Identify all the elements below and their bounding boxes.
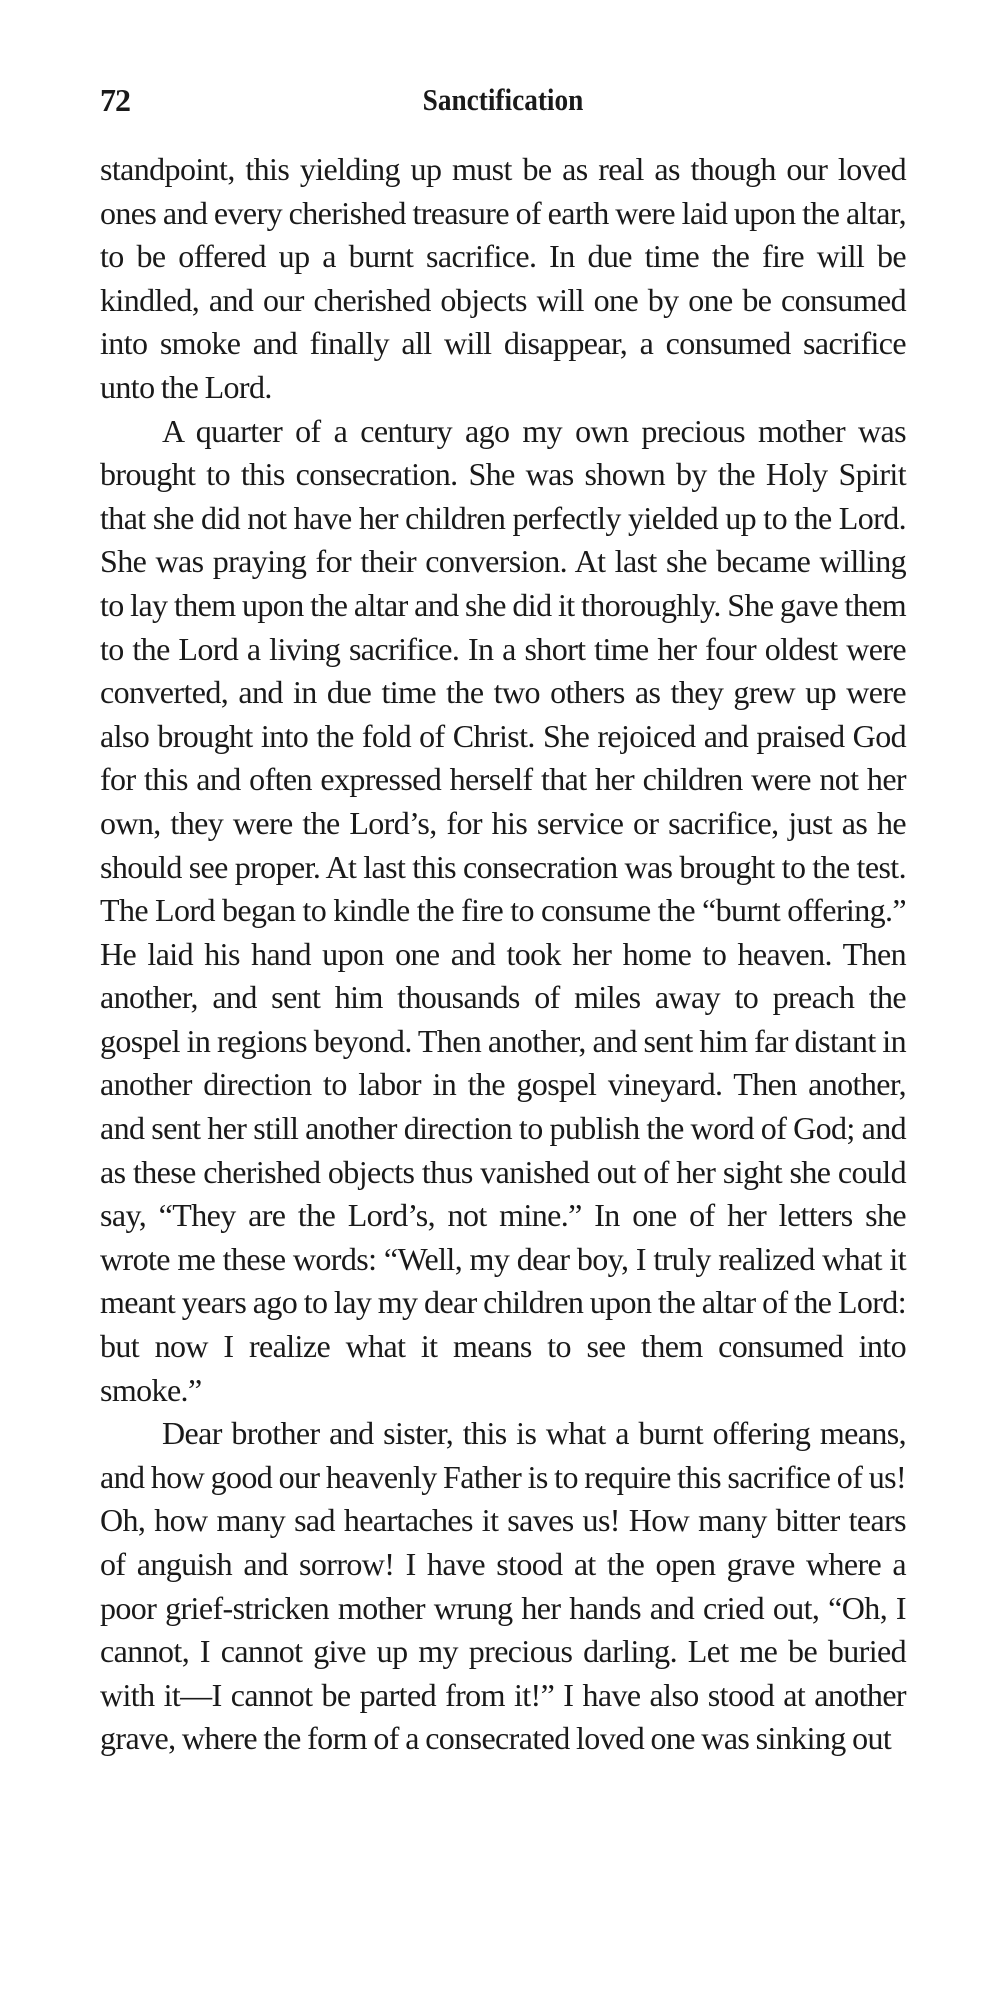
running-title: Sanctification	[422, 82, 584, 117]
running-head	[100, 78, 906, 122]
paragraph-continued: standpoint, this yielding up must be as real as though our loved ones and every cherished treasure of earth were laid upon the altar, to be offered up a burnt sacrifice. In due time the fire will be kindled, and our cherished objects will one by one be consumed into smoke and finally all will disappear, a consumed sacrifice unto the Lord.	[100, 151, 906, 405]
body-text	[100, 148, 906, 1761]
page-number: 72	[100, 82, 130, 118]
paragraph-burnt-offering: Dear brother and sister, this is what a burnt offering means, and how good our heavenly Father is to require this sacrifice of us! Oh, how many sad heartaches it saves us! How many bitter tears of anguish and sorrow! I have stood at the open grave where a poor grief-stricken mother wrung her hands and cried out, “Oh, I cannot, I cannot give up my precious darling. Let me be buried with it—I cannot be parted from it!” I have also stood at another grave, where the form of a consecrated loved one was sinking out	[100, 1415, 906, 1757]
paragraph-mother-consecration: A quarter of a century ago my own precious mother was brought to this consecration. She was shown by the Holy Spirit that she did not have her children perfectly yielded up to the Lord. She was praying for their conversion. At last she became willing to lay them upon the altar and she did it thoroughly. She gave them to the Lord a living sacrifice. In a short time her four oldest were converted, and in due time the two others as they grew up were also brought into the fold of Christ. She rejoiced and praised God for this and often expressed herself that her children were not her own, they were the Lord’s, for his service or sacrifice, just as he should see proper. At last this consecration was brought to the test. The Lord began to kindle the fire to consume the “burnt offering.” He laid his hand upon one and took her home to heaven. Then another, and sent him thousands of miles away to preach the gospel in regions beyond. Then another, and sent him far distant in another direction to labor in the gospel vineyard. Then another, and sent her still another direction to publish the word of God; and as these cherished objects thus vanished out of her sight she could say, “They are the Lord’s, not mine.” In one of her letters she wrote me these words: “Well, my dear boy, I truly realized what it meant years ago to lay my dear children upon the altar of the Lord: but now I realize what it means to see them consumed into smoke.”	[100, 412, 906, 1408]
